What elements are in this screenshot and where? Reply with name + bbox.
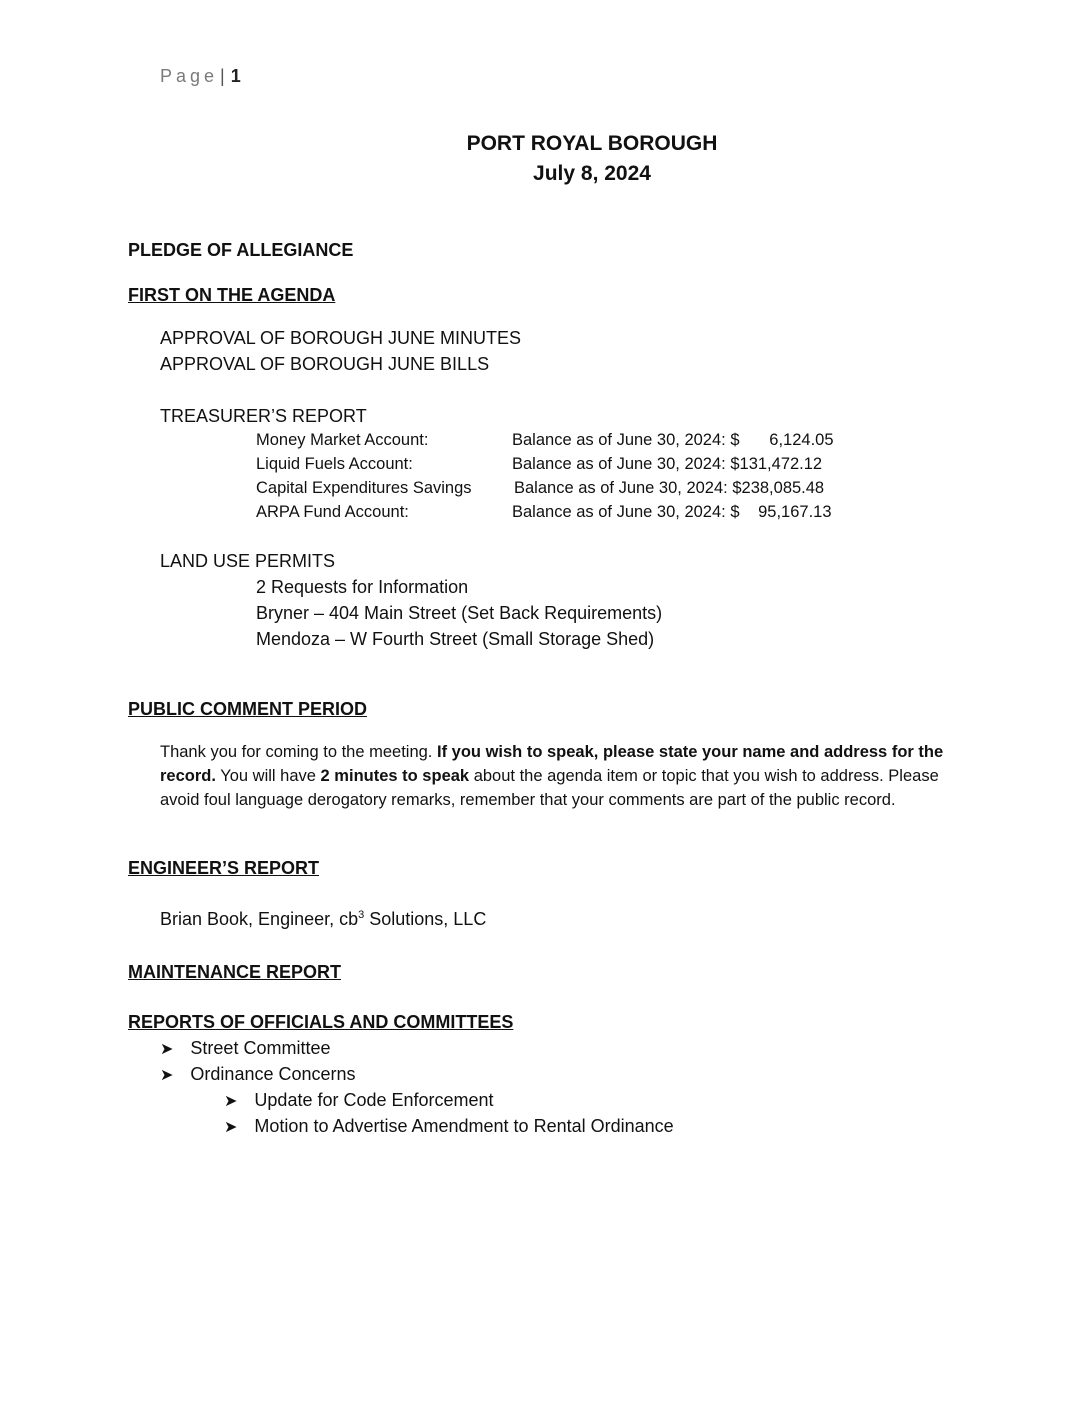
document-title: PORT ROYAL BOROUGH (466, 132, 718, 155)
arrow-bullet-icon: ➤ (160, 1067, 174, 1084)
public-comment-text: Thank you for coming to the meeting. If you wish to speak, please state your name and address for the record. You will have 2 minutes to speak about the agenda item or topic that you wish to address. Please avoid foul language derogatory remarks, remember that your comments are part of the public record. (160, 743, 944, 809)
page-number: 1 (230, 66, 241, 86)
arrow-bullet-icon: ➤ (224, 1093, 238, 1110)
list-subitem: ➤ Motion to Advertise Amendment to Rental Ordinance (224, 1116, 674, 1136)
land-use-item: 2 Requests for Information (256, 577, 469, 597)
list-item: ➤ Street Committee (160, 1038, 331, 1058)
balance-amount: 238,085.48 (741, 479, 825, 497)
approval-bills: APPROVAL OF BOROUGH JUNE BILLS (160, 354, 490, 374)
land-use-item: Mendoza – W Fourth Street (Small Storage Shed) (256, 629, 655, 649)
public-comment-heading: PUBLIC COMMENT PERIOD (128, 699, 368, 719)
arrow-bullet-icon: ➤ (160, 1041, 174, 1058)
account-balance: Balance as of June 30, 2024: $ 95,167.13 (512, 503, 832, 521)
reports-heading: REPORTS OF OFFICIALS AND COMMITTEES (128, 1012, 514, 1032)
engineer-line: Brian Book, Engineer, $cb^3$ Solutions, LLC (160, 909, 487, 929)
engineer-heading: ENGINEER’S REPORT (128, 858, 320, 878)
account-name: Capital Expenditures Savings (256, 479, 472, 497)
account-balance: Balance as of June 30, 2024: $131,472.12 (512, 455, 823, 473)
treasurer-heading: TREASURER’S REPORT (160, 406, 367, 426)
account-name: Money Market Account: (256, 431, 429, 449)
maintenance-heading: MAINTENANCE REPORT (128, 962, 342, 982)
account-name: Liquid Fuels Account: (256, 455, 413, 473)
land-use-heading: LAND USE PERMITS (160, 551, 336, 571)
pledge-heading: PLEDGE OF ALLEGIANCE (128, 240, 354, 260)
list-subitem: ➤ Update for Code Enforcement (224, 1090, 494, 1110)
account-balance: Balance as of June 30, 2024: $238,085.48 (514, 479, 825, 497)
list-item: ➤ Ordinance Concerns (160, 1064, 356, 1084)
meeting-date: July 8, 2024 (533, 162, 651, 185)
page-header: Page | 1 (160, 66, 241, 86)
arrow-bullet-icon: ➤ (224, 1119, 238, 1136)
balance-amount: 131,472.12 (739, 455, 823, 473)
balance-amount: 95,167.13 (758, 503, 832, 521)
account-balance: Balance as of June 30, 2024: $ 6,124.05 (512, 431, 834, 449)
page-word: Page (160, 66, 219, 86)
balance-amount: 6,124.05 (769, 431, 834, 449)
account-name: ARPA Fund Account: (256, 503, 409, 521)
land-use-item: Bryner – 404 Main Street (Set Back Requirements) (256, 603, 663, 623)
approval-minutes: APPROVAL OF BOROUGH JUNE MINUTES (160, 328, 522, 348)
first-agenda-heading: FIRST ON THE AGENDA (128, 285, 336, 305)
